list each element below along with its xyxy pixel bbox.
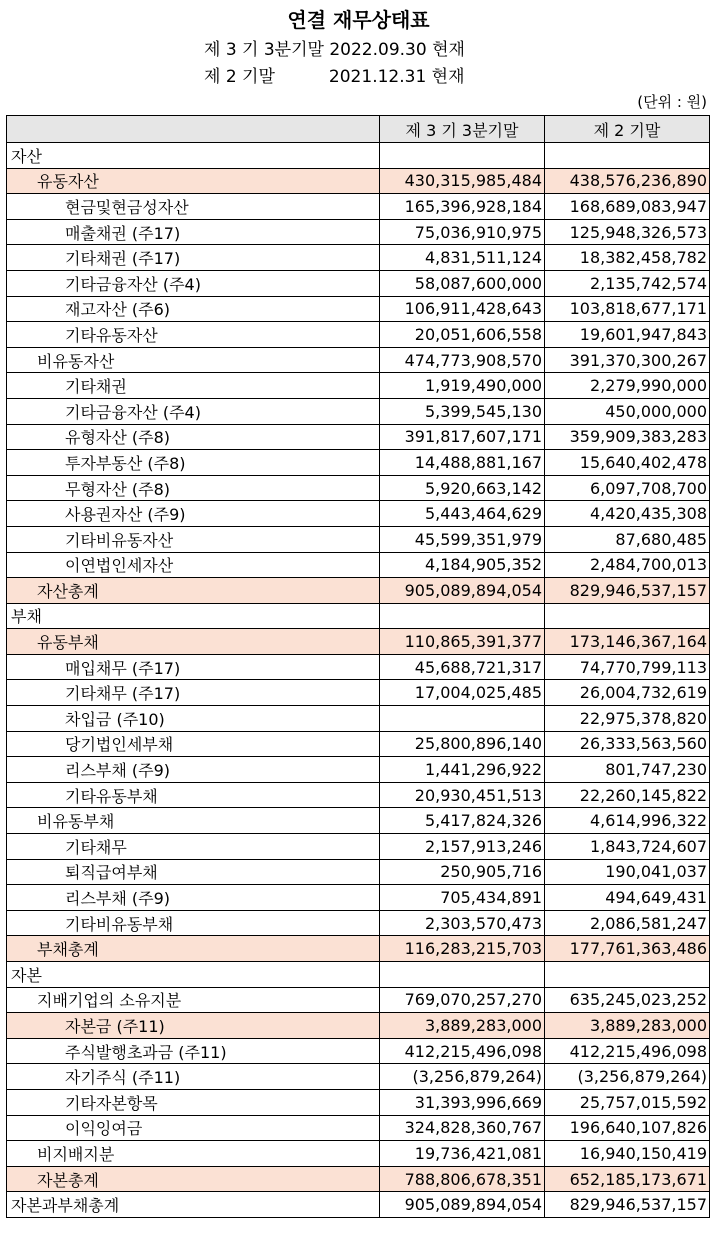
row-current-value: 3,889,283,000 xyxy=(380,1013,545,1039)
row-prior-value: 15,640,402,478 xyxy=(545,450,710,476)
row-label: 이연법인세자산 xyxy=(7,552,380,578)
row-prior-value: 494,649,431 xyxy=(545,885,710,911)
row-prior-value xyxy=(545,962,710,988)
row-current-value: 4,184,905,352 xyxy=(380,552,545,578)
row-current-value: 45,688,721,317 xyxy=(380,654,545,680)
row-label: 유동자산 xyxy=(7,168,380,194)
row-current-value: 5,920,663,142 xyxy=(380,475,545,501)
row-label: 기타채권 (주17) xyxy=(7,245,380,271)
row-label: 리스부채 (주9) xyxy=(7,885,380,911)
row-current-value: 788,806,678,351 xyxy=(380,1166,545,1192)
row-current-value xyxy=(380,962,545,988)
row-prior-value xyxy=(545,603,710,629)
row-prior-value: 2,086,581,247 xyxy=(545,910,710,936)
table-row xyxy=(7,910,710,936)
table-row xyxy=(7,1192,710,1218)
row-current-value: 391,817,607,171 xyxy=(380,424,545,450)
header-item xyxy=(7,116,380,143)
row-prior-value: 1,843,724,607 xyxy=(545,834,710,860)
row-prior-value: 26,333,563,560 xyxy=(545,731,710,757)
row-label: 기타채무 (주17) xyxy=(7,680,380,706)
header-current-period: 제 3 기 3분기말 xyxy=(380,116,545,143)
row-prior-value: 3,889,283,000 xyxy=(545,1013,710,1039)
table-row xyxy=(7,1038,710,1064)
row-label: 주식발행초과금 (주11) xyxy=(7,1038,380,1064)
row-label: 퇴직급여부채 xyxy=(7,859,380,885)
table-row xyxy=(7,245,710,271)
row-current-value: 905,089,894,054 xyxy=(380,578,545,604)
row-current-value: 5,417,824,326 xyxy=(380,808,545,834)
row-label: 자본과부채총계 xyxy=(7,1192,380,1218)
row-current-value: 474,773,908,570 xyxy=(380,347,545,373)
table-row xyxy=(7,194,710,220)
row-prior-value: (3,256,879,264) xyxy=(545,1064,710,1090)
table-row xyxy=(7,143,710,169)
row-label: 비지배지분 xyxy=(7,1141,380,1167)
statement-header xyxy=(0,0,717,115)
row-current-value: 25,800,896,140 xyxy=(380,731,545,757)
row-label: 당기법인세부채 xyxy=(7,731,380,757)
row-current-value: 4,831,511,124 xyxy=(380,245,545,271)
table-row xyxy=(7,168,710,194)
row-current-value xyxy=(380,143,545,169)
row-label: 비유동부채 xyxy=(7,808,380,834)
table-row xyxy=(7,706,710,732)
row-current-value: 705,434,891 xyxy=(380,885,545,911)
row-prior-value: 6,097,708,700 xyxy=(545,475,710,501)
row-current-value: 58,087,600,000 xyxy=(380,270,545,296)
row-prior-value: 391,370,300,267 xyxy=(545,347,710,373)
row-prior-value: 829,946,537,157 xyxy=(545,1192,710,1218)
balance-sheet-table xyxy=(6,115,710,1218)
row-label: 기타비유동자산 xyxy=(7,526,380,552)
table-row xyxy=(7,270,710,296)
row-prior-value: 829,946,537,157 xyxy=(545,578,710,604)
table-row xyxy=(7,654,710,680)
row-prior-value: 125,948,326,573 xyxy=(545,219,710,245)
row-prior-value: 16,940,150,419 xyxy=(545,1141,710,1167)
row-label: 자본금 (주11) xyxy=(7,1013,380,1039)
row-label: 비유동자산 xyxy=(7,347,380,373)
row-current-value: (3,256,879,264) xyxy=(380,1064,545,1090)
table-row xyxy=(7,475,710,501)
row-prior-value: 173,146,367,164 xyxy=(545,629,710,655)
table-row xyxy=(7,808,710,834)
unit-label: (단위 : 원) xyxy=(637,93,707,111)
row-current-value: 116,283,215,703 xyxy=(380,936,545,962)
row-current-value: 31,393,996,669 xyxy=(380,1089,545,1115)
row-current-value: 250,905,716 xyxy=(380,859,545,885)
table-row xyxy=(7,1064,710,1090)
table-row xyxy=(7,629,710,655)
table-row xyxy=(7,578,710,604)
table-row xyxy=(7,731,710,757)
row-prior-value: 22,975,378,820 xyxy=(545,706,710,732)
row-current-value: 20,051,606,558 xyxy=(380,322,545,348)
prior-period-line: 제 2 기말 2021.12.31 현재 xyxy=(204,67,465,87)
table-row xyxy=(7,680,710,706)
row-prior-value: 4,420,435,308 xyxy=(545,501,710,527)
row-prior-value: 190,041,037 xyxy=(545,859,710,885)
table-row xyxy=(7,347,710,373)
row-label: 유동부채 xyxy=(7,629,380,655)
row-label: 현금및현금성자산 xyxy=(7,194,380,220)
row-current-value: 1,919,490,000 xyxy=(380,373,545,399)
table-row xyxy=(7,859,710,885)
row-label: 기타금융자산 (주4) xyxy=(7,270,380,296)
row-prior-value: 412,215,496,098 xyxy=(545,1038,710,1064)
table-row xyxy=(7,552,710,578)
row-label: 기타유동자산 xyxy=(7,322,380,348)
row-prior-value: 652,185,173,671 xyxy=(545,1166,710,1192)
row-prior-value: 2,135,742,574 xyxy=(545,270,710,296)
row-label: 기타채권 xyxy=(7,373,380,399)
row-prior-value: 438,576,236,890 xyxy=(545,168,710,194)
row-current-value: 45,599,351,979 xyxy=(380,526,545,552)
row-prior-value: 18,382,458,782 xyxy=(545,245,710,271)
row-prior-value: 87,680,485 xyxy=(545,526,710,552)
row-current-value: 412,215,496,098 xyxy=(380,1038,545,1064)
table-row xyxy=(7,1141,710,1167)
row-label: 이익잉여금 xyxy=(7,1115,380,1141)
table-row xyxy=(7,1166,710,1192)
table-row xyxy=(7,962,710,988)
table-row xyxy=(7,757,710,783)
table-row xyxy=(7,603,710,629)
row-label: 매입채무 (주17) xyxy=(7,654,380,680)
row-current-value: 20,930,451,513 xyxy=(380,782,545,808)
table-row xyxy=(7,987,710,1013)
statement-title: 연결 재무상태표 xyxy=(287,8,430,32)
table-row xyxy=(7,398,710,424)
row-label: 부채총계 xyxy=(7,936,380,962)
row-current-value: 75,036,910,975 xyxy=(380,219,545,245)
row-label: 지배기업의 소유지분 xyxy=(7,987,380,1013)
row-label: 자본 xyxy=(7,962,380,988)
row-prior-value: 450,000,000 xyxy=(545,398,710,424)
table-row xyxy=(7,1013,710,1039)
row-prior-value: 19,601,947,843 xyxy=(545,322,710,348)
row-label: 투자부동산 (주8) xyxy=(7,450,380,476)
table-row xyxy=(7,373,710,399)
row-current-value xyxy=(380,706,545,732)
table-row xyxy=(7,1089,710,1115)
header-prior-period: 제 2 기말 xyxy=(545,116,710,143)
table-row xyxy=(7,936,710,962)
row-current-value: 5,399,545,130 xyxy=(380,398,545,424)
row-prior-value: 196,640,107,826 xyxy=(545,1115,710,1141)
row-prior-value: 22,260,145,822 xyxy=(545,782,710,808)
row-current-value: 430,315,985,484 xyxy=(380,168,545,194)
row-current-value xyxy=(380,603,545,629)
row-current-value: 2,303,570,473 xyxy=(380,910,545,936)
row-label: 기타채무 xyxy=(7,834,380,860)
row-current-value: 2,157,913,246 xyxy=(380,834,545,860)
row-prior-value: 177,761,363,486 xyxy=(545,936,710,962)
row-current-value: 1,441,296,922 xyxy=(380,757,545,783)
table-row xyxy=(7,834,710,860)
row-prior-value: 74,770,799,113 xyxy=(545,654,710,680)
row-current-value: 165,396,928,184 xyxy=(380,194,545,220)
row-prior-value: 801,747,230 xyxy=(545,757,710,783)
row-current-value: 905,089,894,054 xyxy=(380,1192,545,1218)
row-label: 자산총계 xyxy=(7,578,380,604)
row-prior-value: 25,757,015,592 xyxy=(545,1089,710,1115)
row-label: 리스부채 (주9) xyxy=(7,757,380,783)
row-current-value: 5,443,464,629 xyxy=(380,501,545,527)
row-prior-value: 103,818,677,171 xyxy=(545,296,710,322)
row-label: 자본총계 xyxy=(7,1166,380,1192)
row-label: 무형자산 (주8) xyxy=(7,475,380,501)
row-label: 기타비유동부채 xyxy=(7,910,380,936)
table-header-row xyxy=(7,116,710,143)
row-label: 기타금융자산 (주4) xyxy=(7,398,380,424)
row-prior-value: 4,614,996,322 xyxy=(545,808,710,834)
row-current-value: 19,736,421,081 xyxy=(380,1141,545,1167)
row-label: 기타유동부채 xyxy=(7,782,380,808)
row-label: 재고자산 (주6) xyxy=(7,296,380,322)
current-period-line: 제 3 기 3분기말 2022.09.30 현재 xyxy=(204,40,465,60)
row-current-value: 324,828,360,767 xyxy=(380,1115,545,1141)
row-prior-value: 2,484,700,013 xyxy=(545,552,710,578)
table-row xyxy=(7,322,710,348)
row-label: 사용권자산 (주9) xyxy=(7,501,380,527)
row-label: 매출채권 (주17) xyxy=(7,219,380,245)
row-current-value: 110,865,391,377 xyxy=(380,629,545,655)
table-row xyxy=(7,1115,710,1141)
row-label: 자기주식 (주11) xyxy=(7,1064,380,1090)
table-row xyxy=(7,296,710,322)
row-prior-value: 168,689,083,947 xyxy=(545,194,710,220)
table-row xyxy=(7,501,710,527)
row-prior-value: 359,909,383,283 xyxy=(545,424,710,450)
row-prior-value: 635,245,023,252 xyxy=(545,987,710,1013)
row-label: 유형자산 (주8) xyxy=(7,424,380,450)
row-prior-value: 26,004,732,619 xyxy=(545,680,710,706)
row-current-value: 14,488,881,167 xyxy=(380,450,545,476)
row-current-value: 769,070,257,270 xyxy=(380,987,545,1013)
row-prior-value: 2,279,990,000 xyxy=(545,373,710,399)
table-row xyxy=(7,782,710,808)
row-prior-value xyxy=(545,143,710,169)
row-label: 기타자본항목 xyxy=(7,1089,380,1115)
row-current-value: 106,911,428,643 xyxy=(380,296,545,322)
table-body xyxy=(7,143,710,1218)
row-label: 자산 xyxy=(7,143,380,169)
table-row xyxy=(7,450,710,476)
table-row xyxy=(7,219,710,245)
table-row xyxy=(7,885,710,911)
row-current-value: 17,004,025,485 xyxy=(380,680,545,706)
row-label: 부채 xyxy=(7,603,380,629)
table-row xyxy=(7,424,710,450)
table-row xyxy=(7,526,710,552)
row-label: 차입금 (주10) xyxy=(7,706,380,732)
